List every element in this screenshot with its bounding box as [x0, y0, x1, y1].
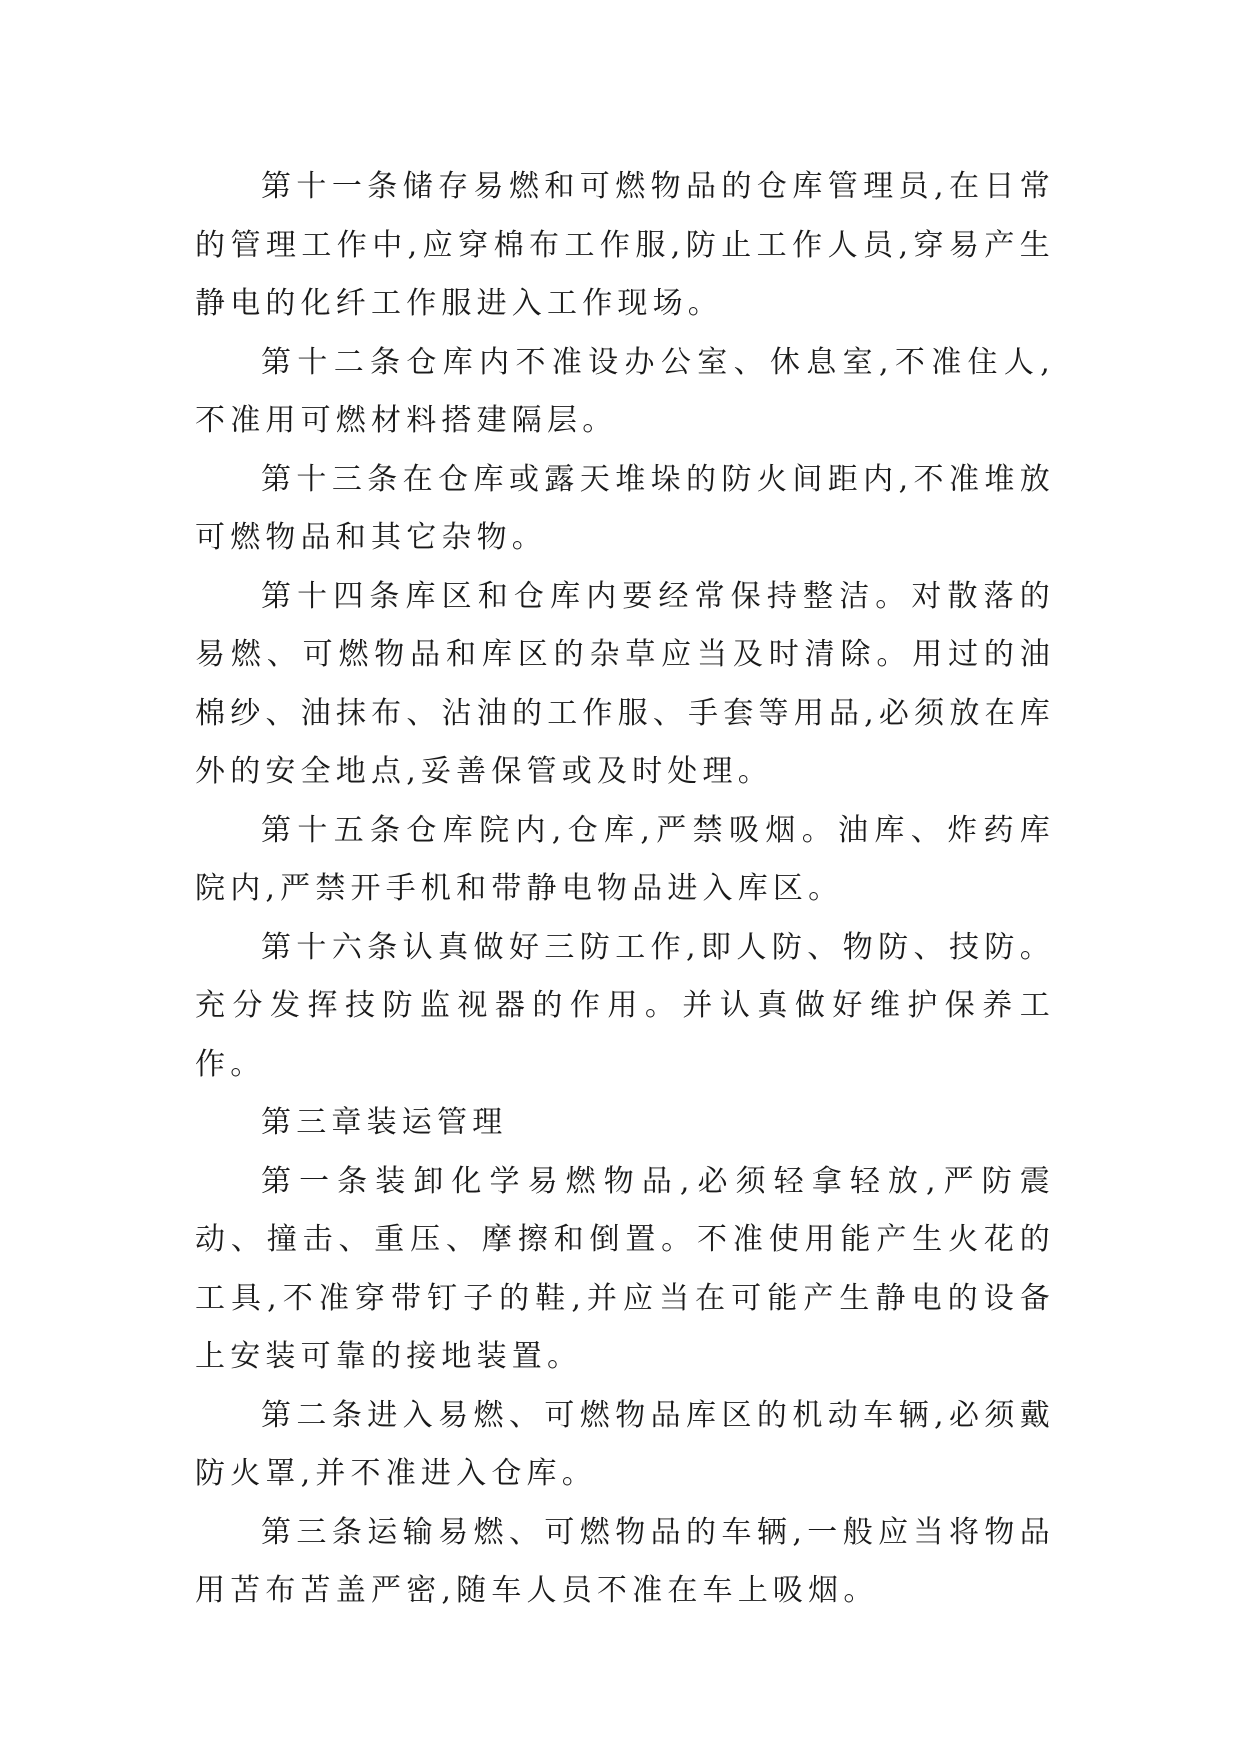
chapter-3-article-3-paragraph: 第三条运输易燃、可燃物品的车辆,一般应当将物品用苫布苫盖严密,随车人员不准在车上吸烟。: [195, 1514, 1055, 1608]
article-12-paragraph: 第十二条仓库内不准设办公室、休息室,不准住人,不准用可燃材料搭建隔层。: [195, 344, 1055, 438]
article-14-paragraph: 第十四条库区和仓库内要经常保持整洁。对散落的易燃、可燃物品和库区的杂草应当及时清除。用过的油棉纱、油抹布、沾油的工作服、手套等用品,必须放在库外的安全地点,妥善保管或及时处理。: [195, 578, 1055, 789]
chapter-3-heading: 第三章装运管理: [261, 1105, 508, 1140]
document-body: [195, 158, 1055, 1621]
article-11-paragraph: 第十一条储存易燃和可燃物品的仓库管理员,在日常的管理工作中,应穿棉布工作服,防止工作人员,穿易产生静电的化纤工作服进入工作现场。: [195, 169, 1055, 321]
chapter-3-article-2-paragraph: 第二条进入易燃、可燃物品库区的机动车辆,必须戴防火罩,并不准进入仓库。: [195, 1397, 1055, 1491]
article-16-paragraph: 第十六条认真做好三防工作,即人防、物防、技防。充分发挥技防监视器的作用。并认真做好维护保养工作。: [195, 929, 1055, 1082]
chapter-3-article-1-paragraph: 第一条装卸化学易燃物品,必须轻拿轻放,严防震动、撞击、重压、摩擦和倒置。不准使用能产生火花的工具,不准穿带钉子的鞋,并应当在可能产生静电的设备上安装可靠的接地装置。: [195, 1163, 1055, 1374]
article-13-paragraph: 第十三条在仓库或露天堆垛的防火间距内,不准堆放可燃物品和其它杂物。: [195, 461, 1055, 555]
article-15-paragraph: 第十五条仓库院内,仓库,严禁吸烟。油库、炸药库院内,严禁开手机和带静电物品进入库区。: [195, 812, 1055, 906]
